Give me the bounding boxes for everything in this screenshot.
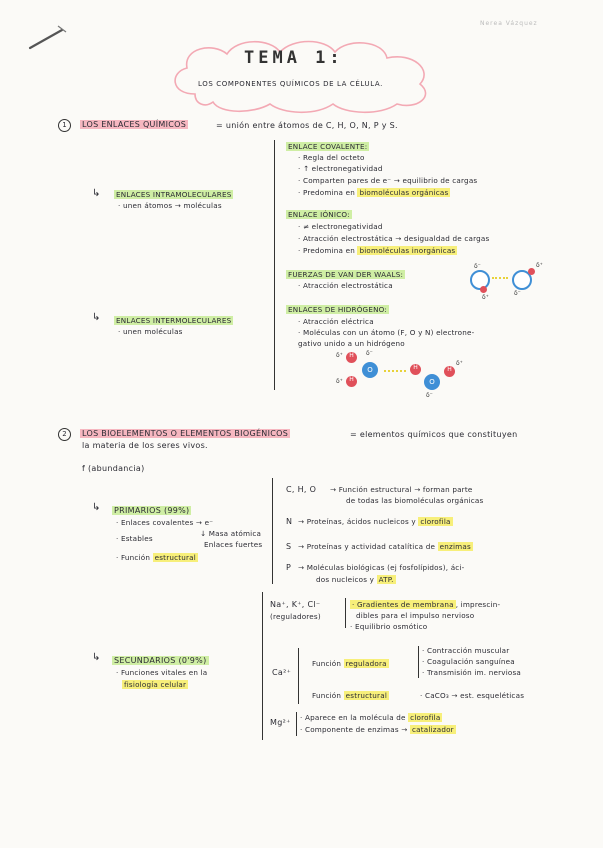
ionico-item: · Predomina en biomoléculas inorgánicas — [298, 246, 456, 255]
hb-charge: δ⁻ — [366, 350, 373, 357]
na-bracket — [345, 598, 346, 628]
inter-sub: · unen moléculas — [118, 327, 183, 336]
element-p: P — [286, 563, 292, 572]
intra-arrow: ↳ — [92, 188, 101, 199]
element-mg: Mg²⁺ — [270, 718, 291, 727]
section-2-definition: = elementos químicos que constituyen — [350, 430, 518, 439]
section-1-definition: = unión entre átomos de C, H, O, N, P y S. — [216, 121, 398, 130]
secundarios-sub: · Funciones vitales en la — [116, 668, 208, 677]
vdw-hydrogen-atom — [480, 286, 487, 293]
vdw-hydrogen-atom — [528, 268, 535, 275]
hb-hydrogen-atom: H — [346, 376, 357, 387]
element-na-k-cl: Na⁺, K⁺, Cl⁻ — [270, 600, 321, 609]
hb-hydrogen-atom: H — [444, 366, 455, 377]
mg-item: · Componente de enzimas → catalizador — [300, 725, 454, 734]
element-n: N — [286, 517, 293, 526]
ca-bracket — [298, 648, 299, 704]
inter-arrow: ↳ — [92, 312, 101, 323]
primarios-arrow: ↳ — [92, 502, 101, 513]
hidrogeno-item: · Atracción eléctrica — [298, 317, 374, 326]
covalente-item: · ↑ electronegatividad — [298, 164, 383, 173]
element-p-text: → Moléculas biológicas (ej fosfolípidos), áci- — [298, 563, 465, 572]
estables-detail: Enlaces fuertes — [204, 540, 263, 549]
section-2-heading: LOS BIOELEMENTOS O ELEMENTOS BIOGÉNICOS — [82, 429, 289, 438]
element-ca: Ca²⁺ — [272, 668, 292, 677]
section-2-definition-cont: la materia de los seres vivos. — [82, 441, 208, 450]
criterion: f (abundancia) — [82, 464, 145, 473]
ca-est-item: · CaCO₃ → est. esqueléticas — [420, 691, 525, 700]
hidrogeno-item: · Moléculas con un átomo (F, O y N) electrone- — [298, 328, 475, 337]
element-n-text: → Proteínas, ácidos nucleicos y clorofila — [298, 517, 451, 526]
covalente-heading: ENLACE COVALENTE: — [288, 142, 368, 151]
hb-hydrogen-atom: H — [346, 352, 357, 363]
element-na-role: (reguladores) — [270, 612, 321, 621]
hb-charge: δ⁺ — [336, 378, 343, 385]
primarios-item: · Enlaces covalentes → e⁻ — [116, 518, 214, 527]
mg-bracket — [296, 712, 297, 736]
ca-reg-label: Función reguladora — [312, 659, 387, 668]
primarios-item: · Estables — [116, 534, 153, 543]
intra-bracket — [274, 140, 275, 264]
covalente-item: · Regla del octeto — [298, 153, 365, 162]
ca-reg-item: · Coagulación sanguínea — [422, 657, 515, 666]
page-title: TEMA 1: — [244, 48, 344, 68]
ionico-item: · ≠ electronegatividad — [298, 222, 383, 231]
intra-sub: · unen átomos → moléculas — [118, 201, 222, 210]
covalente-item: · Predomina en biomoléculas orgánicas — [298, 188, 449, 197]
hb-charge: δ⁻ — [426, 392, 433, 399]
author-name: Nerea Vázquez — [480, 20, 538, 27]
element-s: S — [286, 542, 292, 551]
primarios-item: · Función estructural — [116, 553, 196, 562]
hb-oxygen-atom: O — [362, 362, 378, 378]
vdw-charge: δ⁻ — [514, 290, 521, 297]
covalente-item: · Comparten pares de e⁻ → equilibrio de cargas — [298, 176, 478, 185]
secundarios-label: SECUNDARIOS (0'9%) — [114, 656, 207, 665]
section-2-number: 2 — [58, 428, 71, 441]
hb-charge: δ⁺ — [336, 352, 343, 359]
pencil-doodle — [28, 22, 68, 52]
na-item: dibles para el impulso nervioso — [356, 611, 475, 620]
hb-hydrogen-atom: H — [410, 364, 421, 375]
na-item: · Equilibrio osmótico — [350, 622, 428, 631]
ionico-item: · Atracción electrostática → desigualdad de cargas — [298, 234, 490, 243]
element-chno-text: de todas las biomoléculas orgánicas — [346, 496, 484, 505]
element-chno: C, H, O — [286, 485, 317, 494]
vdw-item: · Atracción electrostática — [298, 281, 393, 290]
ca-est-label: Función estructural — [312, 691, 388, 700]
vdw-dotted-link — [492, 277, 508, 279]
hidrogeno-heading: ENLACES DE HIDRÓGENO: — [288, 305, 387, 314]
vdw-charge: δ⁺ — [536, 262, 543, 269]
primarios-label: PRIMARIOS (99%) — [114, 506, 190, 515]
vdw-charge: δ⁺ — [482, 294, 489, 301]
vdw-charge: δ⁻ — [474, 263, 481, 270]
element-s-text: → Proteínas y actividad catalítica de enzimas — [298, 542, 471, 551]
ca-reg-item: · Transmisión im. nerviosa — [422, 668, 522, 677]
secundarios-bracket — [262, 592, 263, 740]
element-chno-text: → Función estructural → forman parte — [330, 485, 473, 494]
element-p-text: dos nucleicos y ATP. — [316, 575, 394, 584]
ca-reg-item: · Contracción muscular — [422, 646, 510, 655]
mg-item: · Aparece en la molécula de clorofila — [300, 713, 441, 722]
section-1-heading: LOS ENLACES QUÍMICOS — [82, 120, 187, 129]
intra-label: ENLACES INTRAMOLECULARES — [116, 190, 232, 199]
inter-label: ENLACES INTERMOLECULARES — [116, 316, 232, 325]
ca-reg-bracket — [418, 646, 419, 678]
section-1-number: 1 — [58, 119, 71, 132]
estables-detail: ↓ Masa atómica — [200, 529, 262, 538]
primarios-bracket — [272, 478, 273, 584]
secundarios-sub: fisiología celular — [124, 680, 187, 689]
hb-charge: δ⁺ — [456, 360, 463, 367]
page-subtitle: LOS COMPONENTES QUÍMICOS DE LA CÉLULA. — [198, 80, 383, 88]
hb-dotted-link — [384, 370, 406, 372]
na-item: · Gradientes de membrana , imprescin- — [352, 600, 501, 609]
secundarios-arrow: ↳ — [92, 652, 101, 663]
hidrogeno-item: gativo unido a un hidrógeno — [298, 339, 405, 348]
inter-bracket — [274, 262, 275, 390]
title-cloud — [165, 34, 440, 114]
hb-oxygen-atom: O — [424, 374, 440, 390]
ionico-heading: ENLACE IÓNICO: — [288, 210, 350, 219]
vdw-heading: FUERZAS DE VAN DER WAALS: — [288, 270, 404, 279]
